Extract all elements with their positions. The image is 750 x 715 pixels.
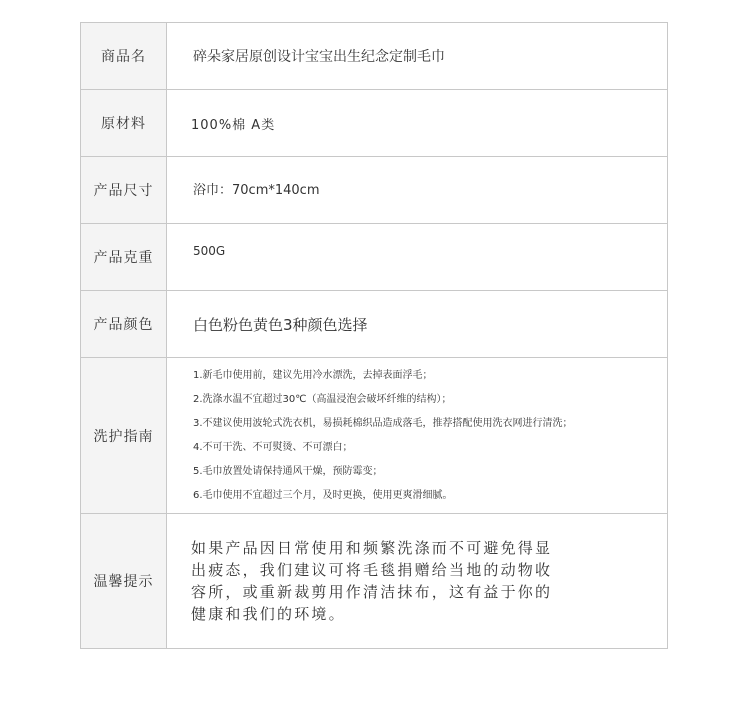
spec-row-care-guide [81,358,667,514]
tip-text: 如果产品因日常使用和频繁洗涤而不可避免得显出疲态，我们建议可将毛毯捐赠给当地的动物收容所，或重新裁剪用作清洁抹布，这有益于你的健康和我们的环境。 [191,539,553,623]
spec-row-color [81,291,667,358]
spec-label: 原材料 [81,90,167,156]
spec-label: 产品颜色 [81,291,167,357]
spec-value: 碎朵家居原创设计宝宝出生纪念定制毛巾 [193,49,445,65]
spec-value: 白色粉色黄色3种颜色选择 [193,315,368,334]
spec-label: 温馨提示 [81,514,167,648]
care-item: 4.不可干洗、不可熨烫、不可漂白； [193,441,353,453]
care-item: 1.新毛巾使用前，建议先用冷水漂洗，去掉表面浮毛； [193,369,433,381]
care-item: 2.洗涤水温不宜超过30℃（高温浸泡会破坏纤维的结构）； [193,393,452,405]
spec-row-material [81,90,667,157]
care-instructions [167,358,667,513]
spec-value: 500G [193,244,226,258]
spec-label: 产品尺寸 [81,157,167,223]
care-item: 3.不建议使用波轮式洗衣机，易损耗棉织品造成落毛，推荐搭配使用洗衣网进行清洗； [193,417,573,429]
spec-row-size [81,157,667,224]
care-item: 5.毛巾放置处请保持通风干燥，预防霉变； [193,465,383,477]
spec-label: 洗护指南 [81,358,167,513]
care-item: 6.毛巾使用不宜超过三个月，及时更换，使用更爽滑细腻。 [193,489,453,501]
spec-value: 100%棉 A类 [191,117,276,133]
spec-row-tip [81,514,667,648]
spec-row-weight [81,224,667,291]
tip-content [167,514,667,648]
spec-value: 浴巾：70cm*140cm [193,183,320,198]
spec-row-product-name [81,23,667,90]
spec-label: 产品克重 [81,224,167,290]
spec-label: 商品名 [81,23,167,89]
product-spec-table [80,22,668,649]
care-list [193,364,573,508]
